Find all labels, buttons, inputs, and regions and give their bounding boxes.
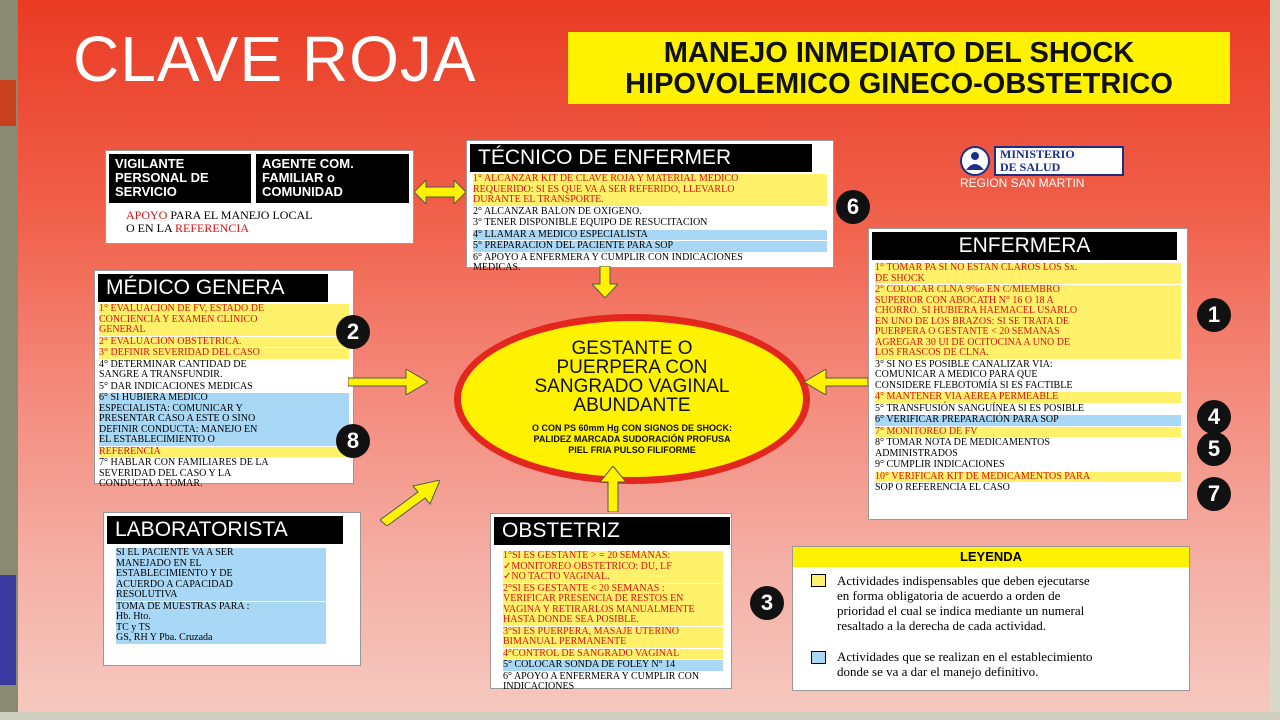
arrow-diagonal-icon bbox=[380, 480, 440, 526]
center-ellipse bbox=[454, 314, 810, 484]
obstetriz-item: 2°SI ES GESTANTE < 20 SEMANAS : VERIFICAR PRESENCIA DE RESTOS EN VAGINA Y RETIRARLOS MANUALMENTE HASTA DONDE SEA POSIBLE. bbox=[503, 584, 723, 626]
laboratorista-item: SI EL PACIENTE VA A SER MANEJADO EN EL ESTABLECIMIENTO Y DE ACUERDO A CAPACIDAD RESOLUTIVA bbox=[116, 548, 326, 601]
tecnico-item: 5° PREPARACION DEL PACIENTE PARA SOP bbox=[473, 241, 827, 252]
center-signs-1: O CON PS 60mm Hg CON SIGNOS DE SHOCK: bbox=[531, 423, 733, 433]
medico-header-tail: L bbox=[336, 274, 348, 297]
vigilante-block: VIGILANTE PERSONAL DE SERVICIO bbox=[109, 154, 251, 203]
left-strip-tab-lower bbox=[0, 575, 16, 685]
legend-box bbox=[792, 546, 1190, 691]
arrow-down-icon bbox=[592, 266, 618, 298]
arrow-right-icon bbox=[348, 369, 428, 395]
center-signs-3: PIEL FRIA PULSO FILIFORME bbox=[568, 445, 696, 455]
referencia-prefix: O EN LA bbox=[126, 221, 175, 235]
obstetriz-item: 1°SI ES GESTANTE > = 20 SEMANAS: ✓MONITOREO OBSTETRICO: DU, LF ✓NO TACTO VAGINAL. bbox=[503, 551, 723, 583]
badge-5: 5 bbox=[1197, 432, 1231, 466]
enfermera-item: 3° SI NO ES POSIBLE CANALIZAR VIA: COMUNICAR A MEDICO PARA QUE CONSIDERE FLEBOTOMÍA SI ES FACTIBLE bbox=[875, 358, 1073, 391]
subtitle-line-1: MANEJO INMEDIATO DEL SHOCK bbox=[663, 37, 1135, 69]
subtitle-line-2: HIPOVOLEMICO GINECO-OBSTETRICO bbox=[625, 68, 1173, 100]
obstetriz-items bbox=[491, 545, 731, 693]
laboratorista-item: TOMA DE MUESTRAS PARA : Hb. Hto. TC y TS GS, RH Y Pba. Cruzada bbox=[116, 602, 326, 644]
bottom-bar bbox=[0, 712, 1280, 720]
obstetriz-item: 3°SI ES PUERPERA, MASAJE UTERINO BIMANUAL PERMANENTE bbox=[503, 627, 723, 648]
medico-item: 3° DEFINIR SEVERIDAD DEL CASO bbox=[99, 348, 349, 359]
enfermera-items bbox=[869, 260, 1187, 498]
badge-7: 7 bbox=[1197, 477, 1231, 511]
obstetriz-item: 6° APOYO A ENFERMERA Y CUMPLIR CON INDICACIONES bbox=[503, 670, 700, 692]
medico-item: 1° EVALUACION DE FV, ESTADO DE CONCIENCIA Y EXAMEN CLINICO GENERAL bbox=[99, 304, 349, 336]
enfermera-item: 6° VERIFICAR PREPARACIÓN PARA SOP bbox=[875, 415, 1181, 426]
medico-item: 4° DETERMINAR CANTIDAD DE SANGRE A TRANSFUNDIR. bbox=[99, 358, 247, 380]
badge-2: 2 bbox=[336, 315, 370, 349]
legend-yellow-text: Actividades indispensables que deben ejecutarse en forma obligatoria de acuerdo a orden de prioridad el cual se indica mediante un numeral resaltado a la derecha de cada actividad. bbox=[837, 573, 1090, 633]
agente-block: AGENTE COM. FAMILIAR o COMUNIDAD bbox=[256, 154, 409, 203]
legend-blue-text: Actividades que se realizan en el establecimiento donde se va a dar el manejo definitivo. bbox=[837, 649, 1093, 679]
enfermera-item: 4° MANTENER VIA AEREA PERMEABLE bbox=[875, 392, 1181, 403]
vigilante-box bbox=[105, 150, 414, 244]
ministry-line-1: MINISTERIO bbox=[1000, 147, 1075, 161]
tecnico-item: 2° ALCANZAR BALON DE OXIGENO. bbox=[473, 205, 642, 217]
badge-1: 1 bbox=[1197, 298, 1231, 332]
badge-3: 3 bbox=[750, 586, 784, 620]
apoyo-word: APOYO bbox=[126, 208, 168, 222]
laboratorista-header: LABORATORISTA bbox=[107, 516, 343, 544]
obstetriz-item: 5° COLOCAR SONDA DE FOLEY N° 14 bbox=[503, 660, 723, 671]
slide bbox=[18, 0, 1270, 712]
center-signs-2: PALIDEZ MARCADA SUDORACIÓN PROFUSA bbox=[533, 434, 731, 444]
left-strip-tab bbox=[0, 80, 16, 126]
enfermera-item: 8° TOMAR NOTA DE MEDICAMENTOS ADMINISTRADOS bbox=[875, 437, 1050, 459]
ministry-name bbox=[994, 146, 1124, 176]
legend-yellow-swatch bbox=[811, 574, 826, 587]
subtitle-box bbox=[568, 32, 1230, 104]
badge-6: 6 bbox=[836, 190, 870, 224]
main-title: CLAVE ROJA bbox=[73, 23, 477, 95]
enfermera-item: 9° CUMPLIR INDICACIONES bbox=[875, 459, 1005, 470]
vigilante-support-text bbox=[126, 209, 312, 235]
tecnico-header bbox=[470, 144, 812, 172]
medico-item: 6° SI HUBIERA MEDICO ESPECIALISTA: COMUNICAR Y PRESENTAR CASO A ESTE O SINO DEFINIR CONDUCTA: MANEJO EN EL ESTABLECIMIENTO O bbox=[99, 393, 349, 446]
medico-box bbox=[94, 270, 354, 489]
center-line-4: ABUNDANTE bbox=[573, 395, 691, 416]
badge-4: 4 bbox=[1197, 400, 1231, 434]
laboratorista-items bbox=[104, 544, 334, 644]
tecnico-header-text: TÉCNICO DE ENFERMER bbox=[478, 146, 732, 169]
tecnico-items bbox=[467, 172, 833, 277]
enfermera-header: ENFERMERA bbox=[872, 232, 1177, 260]
medico-item: 7° HABLAR CON FAMILIARES DE LA SEVERIDAD DEL CASO Y LA CONDUCTA A TOMAR. bbox=[99, 457, 269, 489]
legend-blue-swatch bbox=[811, 651, 826, 664]
badge-8: 8 bbox=[336, 424, 370, 458]
legend-header: LEYENDA bbox=[793, 547, 1189, 567]
left-side-strip bbox=[0, 0, 18, 720]
enfermera-item: SOP O REFERENCIA EL CASO bbox=[875, 482, 1010, 493]
tecnico-item: 1° ALCANZAR KIT DE CLAVE ROJA Y MATERIAL MEDICO REQUERIDO: SI ES QUE VA A SER REFERIDO, LLEVARLO DURANTE EL TRANSPORTE. bbox=[473, 174, 827, 206]
laboratorista-box bbox=[103, 512, 361, 666]
tecnico-item: 3° TENER DISPONIBLE EQUIPO DE RESUCITACION bbox=[473, 217, 708, 228]
obstetriz-item: 4°CONTROL DE SANGRADO VAGINAL bbox=[503, 649, 723, 660]
enfermera-item: 10° VERIFICAR KIT DE MEDICAMENTOS PARA bbox=[875, 472, 1181, 483]
medico-item: 2° EVALUACION OBSTETRICA. bbox=[99, 337, 349, 348]
center-line-2: PUERPERA CON bbox=[556, 357, 708, 378]
center-line-3: SANGRADO VAGINAL bbox=[534, 376, 730, 397]
enfermera-item: 1° TOMAR PA SI NO ESTAN CLAROS LOS Sx. DE SHOCK bbox=[875, 263, 1181, 284]
enfermera-item: 5° TRANSFUSIÓN SANGUÍNEA SI ES POSIBLE bbox=[875, 402, 1085, 414]
obstetriz-box bbox=[490, 513, 732, 692]
enfermera-item: 7° MONITOREO DE FV bbox=[875, 427, 1181, 438]
medico-header-text: MÉDICO GENERA bbox=[106, 276, 285, 299]
tecnico-box bbox=[466, 140, 834, 273]
medico-item: 5° DAR INDICACIONES MEDICAS bbox=[99, 380, 253, 392]
medico-header bbox=[98, 274, 328, 302]
medico-item: REFERENCIA bbox=[99, 447, 349, 458]
referencia-word: REFERENCIA bbox=[175, 221, 250, 235]
tecnico-header-tail: A bbox=[815, 144, 830, 167]
arrow-left-icon bbox=[804, 369, 868, 395]
obstetriz-header: OBSTETRIZ bbox=[494, 517, 730, 545]
ministry-emblem-icon bbox=[960, 146, 990, 176]
medico-items bbox=[95, 302, 353, 493]
ministry-region: REGION SAN MARTIN bbox=[960, 176, 1085, 190]
arrow-up-icon bbox=[600, 466, 626, 512]
center-line-1: GESTANTE O bbox=[571, 338, 693, 359]
tecnico-item: 4° LLAMAR A MEDICO ESPECIALISTA bbox=[473, 230, 827, 241]
enfermera-box bbox=[868, 228, 1188, 520]
enfermera-item: 2° COLOCAR CLNA 9%o EN C/MIEMBRO SUPERIOR CON ABOCATH N° 16 O 18 A CHORRO. SI HUBIERA HAEMACEL USARLO EN UNO DE LOS BRAZOS: SI SE TRATA DE PUERPERA O GESTANTE < 20 SEMANAS AGREGAR 30 UI DE OCITOCINA A UNO DE LOS FRASCOS DE CLNA. bbox=[875, 285, 1181, 359]
double-arrow-icon bbox=[414, 180, 466, 204]
apoyo-rest: PARA EL MANEJO LOCAL bbox=[167, 208, 313, 222]
tecnico-item: 6° APOYO A ENFERMERA Y CUMPLIR CON INDICACIONES MEDICAS. bbox=[473, 251, 743, 273]
ministry-line-2: DE SALUD bbox=[1000, 160, 1061, 174]
